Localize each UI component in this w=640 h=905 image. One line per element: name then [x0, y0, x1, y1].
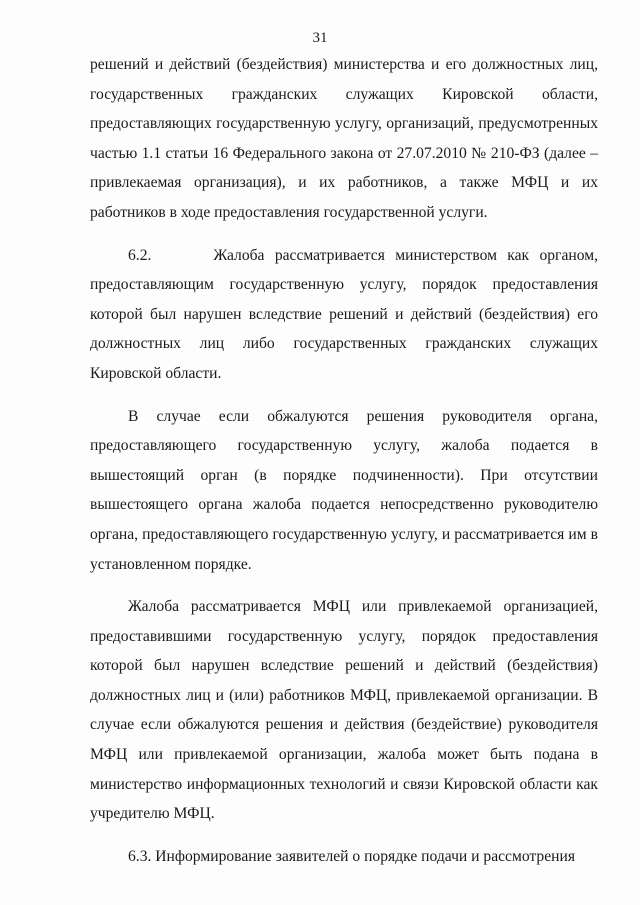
paragraph-continuation: решений и действий (бездействия) министерства и его должностных лиц, государственных гражданских служащих Кировской области, предоставляющих государственную услугу, организаций, предусмотренных частью 1.1 статьи 16 Федерального закона от 27.07.2010 № 210-ФЗ (далее – привлекаемая организация), и их работников, а также МФЦ и их работников в ходе предоставления государственной услуги.: [90, 56, 598, 221]
paragraph-gap: [90, 228, 598, 241]
paragraph-gap: [90, 829, 598, 842]
paragraph-6-3: 6.3. Информирование заявителей о порядке подачи и рассмотрения: [128, 847, 576, 865]
paragraph-mfc-complaint: Жалоба рассматривается МФЦ или привлекаемой организацией, предоставившими государственную услугу, порядок предоставления которой был нарушен вследствие решений и действий (бездействия) должностных лиц и (или) работников МФЦ, привлекаемой организации. В случае если обжалуются решения и действия (бездействие) руководителя МФЦ или привлекаемой организации, жалоба может быть подана в министерство информационных технологий и связи Кировской области как учредителю МФЦ.: [90, 598, 598, 823]
page-number: 31: [312, 30, 328, 46]
paragraph-higher-authority: В случае если обжалуются решения руководителя органа, предоставляющего государственную услугу, жалоба подается в вышестоящий орган (в порядке подчиненности). При отсутствии вышестоящего органа жалоба подается непосредственно руководителю органа, предоставляющего государственную услугу, и рассматривается им в установленном порядке.: [90, 407, 598, 573]
paragraph-gap: [90, 389, 598, 402]
document-body: [90, 50, 598, 871]
paragraph-gap: [90, 579, 598, 592]
paragraph-6-2: 6.2. Жалоба рассматривается министерством как органом, предоставляющим государственную услугу, порядок предоставления которой был нарушен вследствие решений и действий (бездействия) его должностных лиц либо государственных гражданских служащих Кировской области.: [90, 246, 598, 382]
